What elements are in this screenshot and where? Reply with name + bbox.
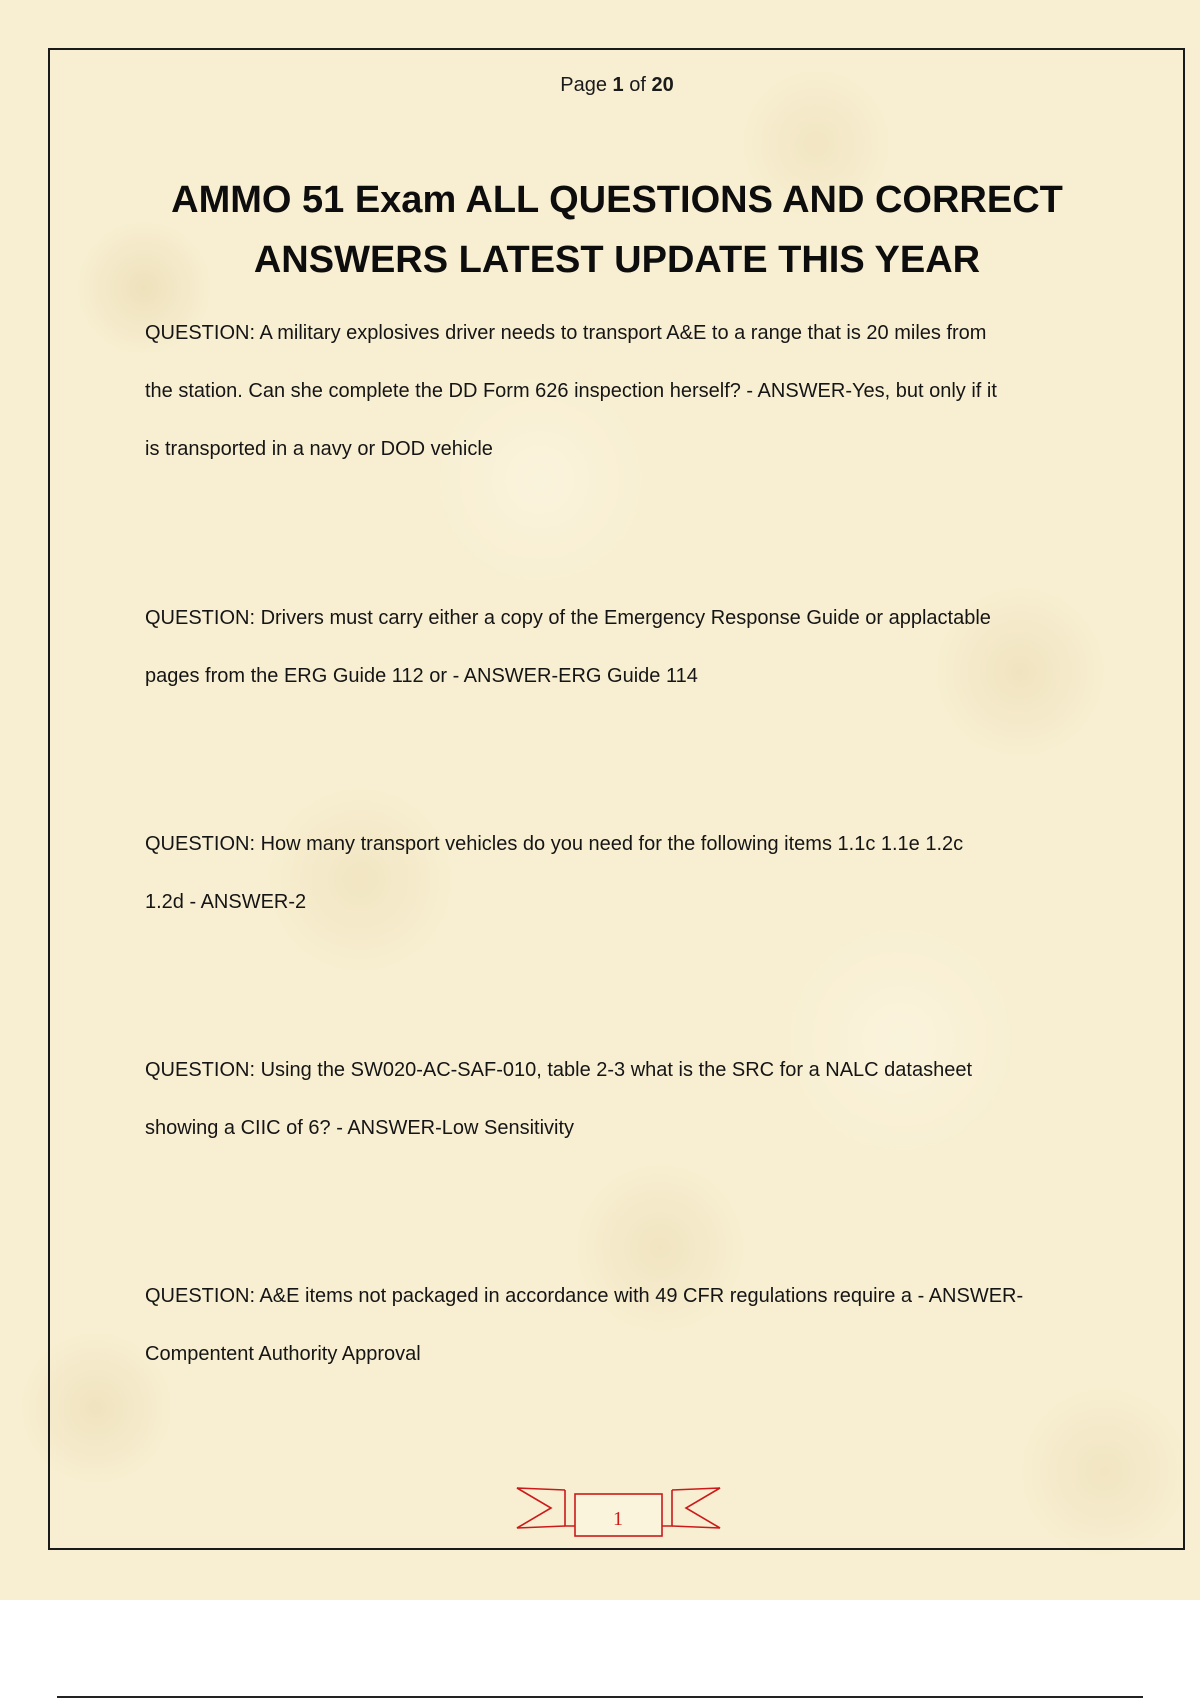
bottom-divider (57, 1696, 1143, 1698)
question-answer-item: QUESTION: A&E items not packaged in accordance with 49 CFR regulations require a - ANSWER- Compentent Authority Approval (145, 1285, 1024, 1365)
question-answer-item: QUESTION: Using the SW020-AC-SAF-010, table 2-3 what is the SRC for a NALC datasheet showing a CIIC of 6? - ANSWER-Low Sensitivity (145, 1059, 973, 1139)
question-answer-item: QUESTION: Drivers must carry either a copy of the Emergency Response Guide or applactable pages from the ERG Guide 112 or - ANSWER-ERG Guide 114 (145, 607, 991, 687)
page-counter (0, 74, 1200, 97)
page-prefix: Page (560, 74, 607, 96)
question-answer-item: QUESTION: How many transport vehicles do you need for the following items 1.1c 1.1e 1.2c 1.2d - ANSWER-2 (145, 833, 964, 913)
current-page: 1 (612, 74, 624, 96)
page-separator: of (629, 74, 646, 96)
page-number: 1 (613, 1508, 623, 1530)
question-answer-item: QUESTION: A military explosives driver needs to transport A&E to a range that is 20 miles from the station. Can she complete the DD Form 626 inspection herself? - ANSWER-Yes, but only if it is transported in a navy or DOD vehicle (145, 322, 997, 460)
document-title: AMMO 51 Exam ALL QUESTIONS AND CORRECT ANSWERS LATEST UPDATE THIS YEAR (171, 179, 1063, 281)
total-pages: 20 (651, 74, 674, 96)
